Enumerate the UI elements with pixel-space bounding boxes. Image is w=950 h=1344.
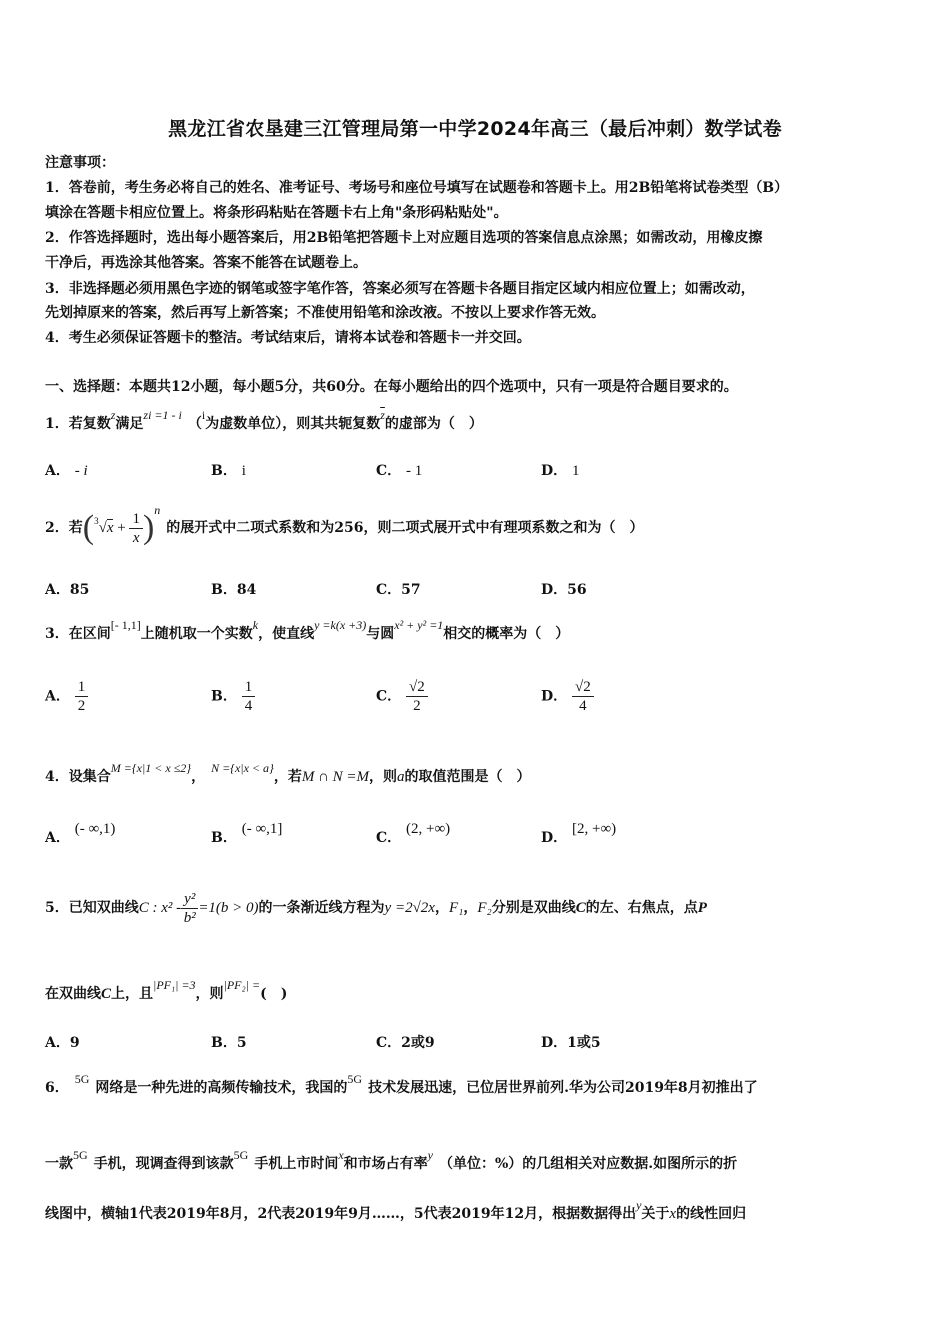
q6-text-g: （单位：%）的几组相关对应数据.如图所示的折 xyxy=(439,1156,738,1172)
q5-text-d: ， xyxy=(463,900,478,916)
q5-f1: F₁ xyxy=(448,900,464,916)
notice-line-6: 先划掉原来的答案，然后再写上新答案；不准使用铅笔和涂改液。不按以上要求作答无效。 xyxy=(45,305,605,321)
q5-fraction: $\frac{\text{y²}}{\text{b²}}$ xyxy=(181,890,198,927)
q6-x2: x xyxy=(669,1206,677,1222)
q3-option-a[interactable]: A． $\frac{1}{2}$ xyxy=(45,678,88,715)
notice-line-3: 2．作答选择题时，选出每小题答案后，用2B铅笔把答题卡上对应题目选项的答案信息点涂黑；如需改动，用橡皮擦 xyxy=(45,230,763,246)
q1-text-a: 1．若复数 xyxy=(45,416,111,432)
q2-option-c[interactable]: C．57 xyxy=(376,582,421,598)
q1-option-a[interactable]: A． - i xyxy=(45,463,88,479)
q1-zbar: $\overline{z}$ xyxy=(380,408,385,422)
q4-condition: M ∩ N =M xyxy=(301,769,370,785)
q3-text-c: ，使直线 xyxy=(258,626,315,642)
notice-line-7: 4．考生必须保证答题卡的整洁。考试结束后，请将本试卷和答题卡一并交回。 xyxy=(45,330,531,346)
q6-text-a: 网络是一种先进的高频传输技术，我国的 xyxy=(95,1080,348,1096)
q6-5g-4: 5G xyxy=(233,1148,249,1162)
notice-line-5: 3．非选择题必须用黑色字迹的钢笔或签字笔作答，答案必须写在答题卡各题目指定区域内相应位置上；如需改动， xyxy=(45,281,755,297)
question-5-line-2 xyxy=(45,978,905,1004)
q2-option-b[interactable]: B．84 xyxy=(211,582,257,598)
q2-text-b: 的展开式中二项式系数和为256，则二项式展开式中有理项系数之和为（ ） xyxy=(166,520,644,536)
q4-option-c[interactable]: C． (2, +∞) xyxy=(376,821,451,846)
q1-text-b: 满足 xyxy=(115,416,144,432)
question-4 xyxy=(45,761,905,787)
question-6-line-3 xyxy=(45,1198,905,1224)
q5-line2-c: C xyxy=(101,986,112,1002)
q5-line2-d: ( ) xyxy=(260,986,288,1002)
q6-5g-3: 5G xyxy=(73,1148,88,1162)
q4-option-b[interactable]: B． (- ∞,1] xyxy=(211,821,283,846)
q5-eq-part2: =1(b > 0) xyxy=(198,900,259,916)
q5-text-e: 分别是双曲线 xyxy=(491,900,576,916)
q6-y2: y xyxy=(636,1198,642,1212)
q5-p: P xyxy=(697,900,707,916)
q5-f2: F₂ xyxy=(477,900,492,916)
q4-text-b: ，若 xyxy=(273,769,302,785)
q6-y: y xyxy=(427,1148,433,1162)
q4-text-a: 4．设集合 xyxy=(45,769,111,785)
q3-option-d[interactable]: D． $\frac{√2}{4}$ xyxy=(541,678,594,715)
q6-text-d: 手机，现调查得到该款 xyxy=(93,1156,234,1172)
q3-text-b: 上随机取一个实数 xyxy=(140,626,253,642)
q1-text-d: 为虚数单位），则其共轭复数 xyxy=(205,416,381,432)
question-3 xyxy=(45,618,905,644)
q2-root-sign: √ xyxy=(98,520,107,536)
q2-root-var: x xyxy=(106,520,114,536)
q2-open-paren: ( xyxy=(82,509,95,546)
q5-eq-part1: C : x² - xyxy=(138,900,182,916)
question-5 xyxy=(45,884,905,932)
q4-text-d: 的取值范围是（ ） xyxy=(404,769,531,785)
exam-title: 黑龙江省农垦建三江管理局第一中学2024年高三（最后冲刺）数学试卷 xyxy=(168,118,782,140)
q3-option-c[interactable]: C． $\frac{√2}{2}$ xyxy=(376,678,428,715)
q1-equation: zi =1 - i xyxy=(143,408,182,422)
q2-plus: + xyxy=(117,520,126,536)
q1-option-b[interactable]: B． i xyxy=(211,463,246,479)
q4-a: a xyxy=(397,769,405,785)
q6-5g-2: 5G xyxy=(347,1072,363,1086)
q4-text-c: ，则 xyxy=(369,769,398,785)
q5-option-a[interactable]: A．9 xyxy=(45,1035,80,1051)
q3-text-e: 相交的概率为（ ） xyxy=(443,626,570,642)
q4-option-a[interactable]: A． (- ∞,1) xyxy=(45,821,116,846)
notice-line-1: 1．答卷前，考生务必将自己的姓名、准考证号、考场号和座位号填写在试题卷和答题卡上。用2B铅笔将试卷类型（B） xyxy=(45,180,789,196)
q3-k: k xyxy=(252,618,259,632)
q1-text-e: 的虚部为（ ） xyxy=(384,416,483,432)
question-6 xyxy=(45,1072,905,1098)
notice-heading: 注意事项： xyxy=(45,155,115,171)
q5-option-b[interactable]: B．5 xyxy=(211,1035,247,1051)
q5-pf2: |PF₂| = xyxy=(223,978,261,992)
question-6-line-2 xyxy=(45,1148,905,1174)
q3-interval: [- 1,1] xyxy=(110,618,141,632)
q6-x: x xyxy=(338,1148,344,1162)
q5-option-d[interactable]: D．1或5 xyxy=(541,1035,601,1051)
q6-num: 6． xyxy=(45,1080,69,1096)
q3-text-a: 3．在区间 xyxy=(45,626,111,642)
q3-text-d: 与圆 xyxy=(366,626,395,642)
q5-asymptote: y =2√2x xyxy=(384,900,435,916)
q2-power: n xyxy=(154,503,161,517)
q6-text-c: 一款 xyxy=(45,1156,73,1172)
q5-line2-b: 上，且 xyxy=(111,986,154,1002)
q5-line2-a: 在双曲线 xyxy=(45,986,101,1002)
q6-text-j: 的线性回归 xyxy=(676,1206,747,1222)
q2-fraction: $\frac{1}{x}$ xyxy=(129,510,143,547)
q5-line2-c-text: ，则 xyxy=(195,986,224,1002)
q2-option-a[interactable]: A．85 xyxy=(45,582,90,598)
q5-text-c: ， xyxy=(434,900,449,916)
q1-option-c[interactable]: C． - 1 xyxy=(376,463,423,479)
q6-text-i: 关于 xyxy=(641,1206,670,1222)
q6-5g-1: 5G xyxy=(74,1072,90,1086)
section-heading: 一、选择题：本题共12小题，每小题5分，共60分。在每小题给出的四个选项中，只有一项是符合题目要求的。 xyxy=(45,379,738,395)
q4-set-n: N ={x|x < a} xyxy=(211,761,274,775)
q2-close-paren: ) xyxy=(142,509,155,546)
q4-set-m: M ={x|1 < x ≤2} xyxy=(110,761,192,775)
notice-line-2: 填涂在答题卡相应位置上。将条形码粘贴在答题卡右上角"条形码粘贴处"。 xyxy=(45,205,508,221)
q3-option-b[interactable]: B． $\frac{1}{4}$ xyxy=(211,678,255,715)
q1-text-c: （ xyxy=(187,416,202,432)
question-1 xyxy=(45,408,905,434)
q2-root-index: 3 xyxy=(94,516,99,526)
q5-c: C xyxy=(575,900,586,916)
q6-text-f: 和市场占有率 xyxy=(343,1156,428,1172)
q4-option-d[interactable]: D． [2, +∞) xyxy=(541,821,617,846)
q5-text-f: 的左、右焦点，点 xyxy=(585,900,698,916)
q6-text-h: 线图中，横轴1代表2019年8月，2代表2019年9月……，5代表2019年12月，根据数据得出 xyxy=(45,1206,637,1222)
q5-text-a: 5．已知双曲线 xyxy=(45,900,139,916)
q5-pf1: |PF₁| =3 xyxy=(153,978,196,992)
question-2 xyxy=(45,503,905,553)
q5-option-c[interactable]: C．2或9 xyxy=(376,1035,435,1051)
notice-line-4: 干净后，再选涂其他答案。答案不能答在试题卷上。 xyxy=(45,255,367,271)
q6-text-e: 手机上市时间 xyxy=(254,1156,339,1172)
q3-circle-eq: x² + y² =1 xyxy=(394,618,444,632)
q1-option-d[interactable]: D． 1 xyxy=(541,463,580,479)
q4-comma: ， xyxy=(191,769,206,785)
q2-option-d[interactable]: D．56 xyxy=(541,582,587,598)
q1-i: i xyxy=(201,408,206,422)
q6-text-b: 技术发展迅速，已位居世界前列.华为公司2019年8月初推出了 xyxy=(368,1080,758,1096)
q3-line-eq: y =k(x +3) xyxy=(314,618,367,632)
q1-z: z xyxy=(110,408,116,422)
q2-text-a: 2．若 xyxy=(45,520,83,536)
q5-text-b: 的一条渐近线方程为 xyxy=(258,900,385,916)
